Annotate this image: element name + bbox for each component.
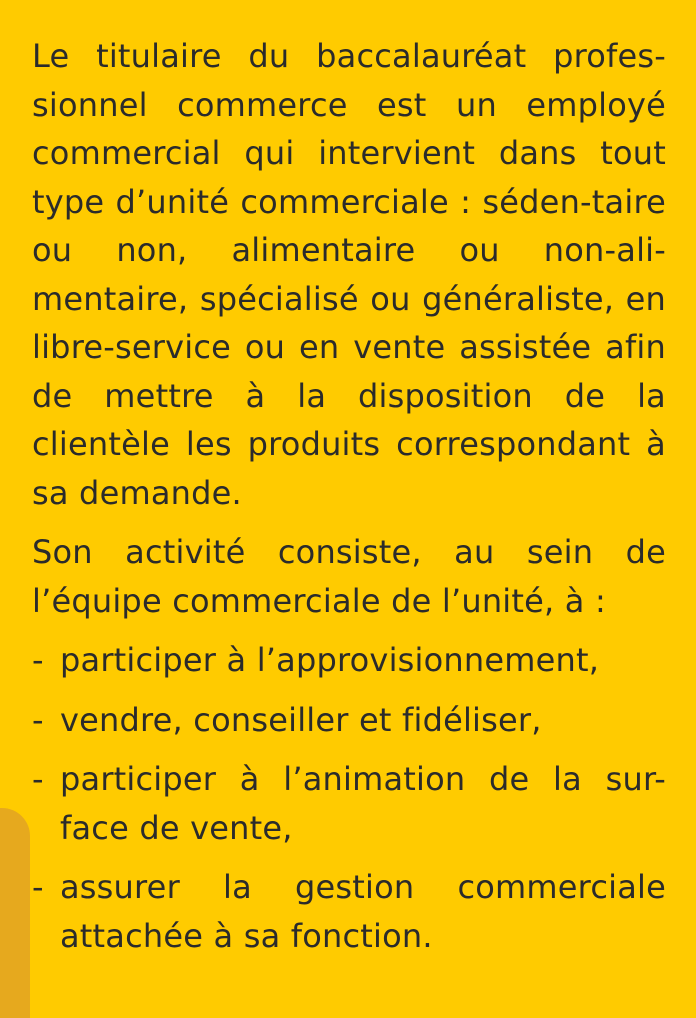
list-item xyxy=(32,863,666,960)
text-block xyxy=(32,32,666,971)
bullet-dash: - xyxy=(32,760,44,798)
activity-list xyxy=(32,636,666,960)
list-item xyxy=(32,696,666,745)
list-item-text: participer à l’approvisionnement, xyxy=(60,641,600,679)
list-item xyxy=(32,636,666,685)
bullet-dash: - xyxy=(32,641,44,679)
list-item-text: vendre, conseiller et fidéliser, xyxy=(60,700,542,739)
bullet-dash: - xyxy=(32,868,44,906)
page-edge-tab xyxy=(0,808,30,1018)
activity-paragraph: Son activité consiste, au sein de l’équipe commerciale de l’unité, à : xyxy=(32,533,666,620)
bullet-dash: - xyxy=(32,700,44,739)
list-item-text: participer à l’animation de la sur-face de vente, xyxy=(60,760,666,847)
list-item-text: assurer la gestion commerciale attachée à sa fonction. xyxy=(60,868,666,955)
intro-paragraph: Le titulaire du baccalauréat profes-sionnel commerce est un employé commercial qui intervient dans tout type d’unité commerciale : séden-taire ou non, alimentaire ou non-ali-mentaire, spécialisé ou généraliste, en libre-service ou en vente assistée afin de mettre à la disposition de la clientèle les produits correspondant à sa demande. xyxy=(32,37,666,512)
list-item xyxy=(32,755,666,852)
